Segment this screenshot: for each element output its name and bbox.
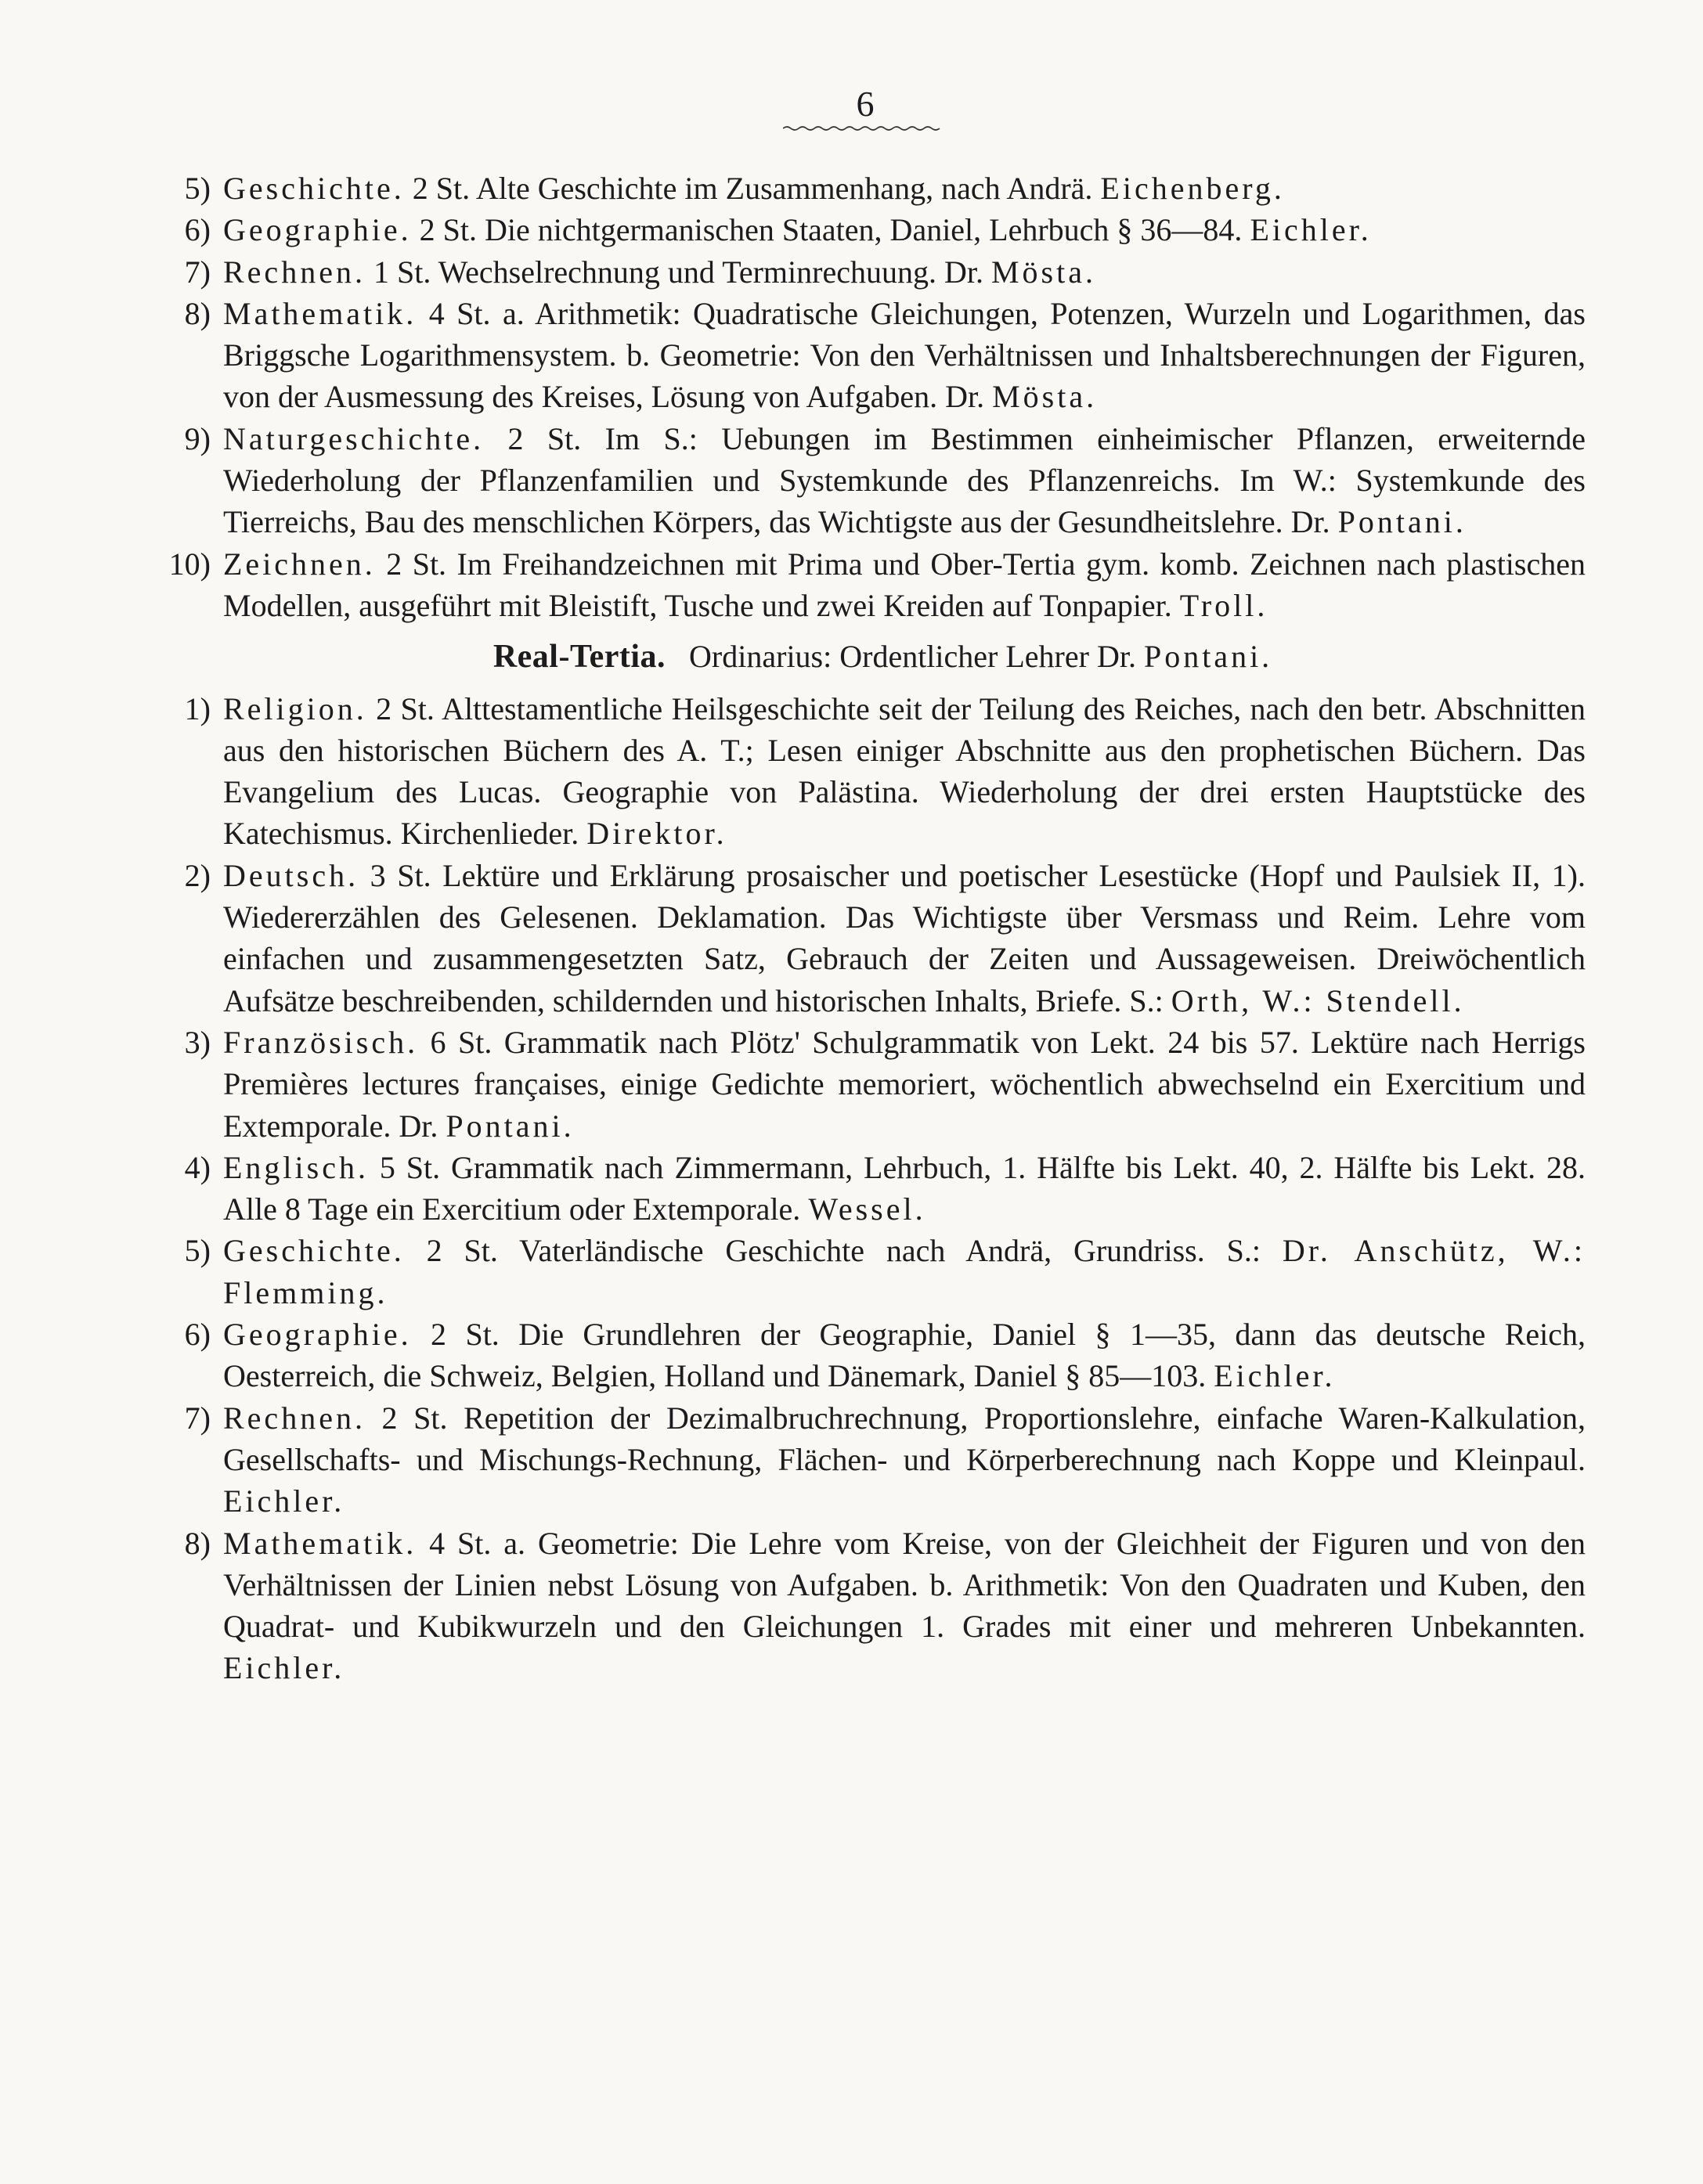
item-number: 3) [184,1024,211,1060]
item-number: 10) [168,546,211,582]
item-teacher: Mösta. [990,254,1096,290]
item-subject: Mathematik. [223,295,417,331]
item-content [223,688,1586,855]
item-teacher: Eichler. [1214,1358,1336,1394]
item-content [223,1397,1586,1523]
section-title: Real-Tertia. [492,639,666,676]
item-number: 8) [184,1525,211,1561]
item-content [223,1147,1586,1231]
item-text: 5 St. Grammatik nach Zimmermann, Lehrbuch, 1. Hälfte bis Lekt. 40, 2. Hälfte bis Lekt. 28. Alle 8 Tage ein Exercitium oder Extemporale. [223,1149,1586,1227]
item-content [223,543,1586,627]
section-ordinarius: Ordinarius: Ordentlicher Lehrer Dr. [689,639,1144,675]
list-item [133,293,1586,418]
item-number: 7) [184,1400,211,1436]
item-text: 2 St. Alttestamentliche Heilsgeschichte seit der Teilung des Reiches, nach den betr. Abschnitten aus den historischen Büchern des A. T.; Lesen einiger Abschnitte aus den prophetischen Büchern. Das Evangelium des Lucas. Geographie von Palästina. Wiederholung der drei ersten Hauptstücke des Katechismus. Kirchenlieder. [223,690,1586,852]
list-item [133,251,1586,293]
item-text: 2 St. Im S.: Uebungen im Bestimmen einheimischer Pflanzen, erweiternde Wiederholung der Pflanzenfamilien und Systemkunde des Pflanzenreichs. Im W.: Systemkunde des Tierreichs, Bau des menschlichen Körpers, das Wichtigste aus der Gesundheitslehre. Dr. [223,420,1586,540]
item-subject: Naturgeschichte. [223,420,485,456]
item-number: 6) [184,212,211,248]
item-teacher: Pontani. [446,1108,575,1144]
item-subject: Rechnen. [223,1400,366,1436]
real-tertia-section [133,688,1586,1689]
section-ordinarius-name: Pontani. [1143,639,1273,675]
item-teacher: Eichler. [223,1650,345,1686]
item-content [223,168,1586,209]
item-subject: Geographie. [223,1317,412,1353]
item-teacher: Pontani. [1337,504,1467,540]
item-subject: Rechnen. [223,254,366,290]
list-item [133,1397,1586,1523]
item-number: 9) [184,420,211,456]
list-item [133,855,1586,1022]
list-item [133,1022,1586,1147]
item-subject: Deutsch. [223,857,359,893]
item-subject: Französisch. [223,1024,419,1060]
list-item [133,688,1586,855]
item-teacher: Mösta. [992,379,1098,415]
item-subject: Geschichte. [223,171,405,206]
item-teacher: Eichler. [1250,212,1372,248]
item-teacher: Direktor. [586,816,727,852]
item-number: 6) [184,1317,211,1353]
item-number: 8) [184,295,211,331]
item-number: 5) [184,1233,211,1269]
item-teacher: Wessel. [808,1191,926,1227]
list-item [133,1314,1586,1397]
item-content [223,1314,1586,1397]
item-subject: Englisch. [223,1149,369,1185]
page-number-ornament [783,125,944,132]
item-text: 2 St. Vaterländische Geschichte nach Andrä, Grundriss. S.: [404,1233,1283,1269]
item-text: 1 St. Wechselrechnung und Terminrechuung. Dr. [365,254,991,290]
list-item [133,1147,1586,1231]
item-content [223,1523,1586,1689]
item-subject: Geschichte. [223,1233,405,1269]
item-subject: Religion. [223,690,367,726]
item-text: 6 St. Grammatik nach Plötz' Schulgrammatik von Lekt. 24 bis 57. Lektüre nach Herrigs Premières lectures françaises, einige Gedichte memoriert, wöchentlich abwechselnd ein Exercitium und Extemporale. Dr. [223,1024,1586,1144]
item-content [223,855,1586,1022]
page-number: 6 [856,84,875,124]
item-number: 2) [184,857,211,893]
item-content [223,293,1586,418]
item-number: 4) [184,1149,211,1185]
item-teacher: Dr. Anschütz, W.: Flemming. [223,1233,1586,1310]
item-content [223,418,1586,543]
item-text: 2 St. Die Grundlehren der Geographie, Daniel § 1—35, dann das deutsche Reich, Oesterreich, die Schweiz, Belgien, Holland und Dänemark, Daniel § 85—103. [223,1317,1586,1394]
body-text [133,168,1586,1689]
item-text: 2 St. Alte Geschichte im Zusammenhang, nach Andrä. [404,171,1101,206]
item-teacher: Eichenberg. [1100,171,1285,206]
list-item [133,418,1586,543]
item-content [223,1022,1586,1147]
item-teacher: Troll. [1179,587,1268,623]
item-subject: Zeichnen. [223,546,376,582]
item-teacher: Eichler. [223,1483,345,1519]
item-number: 5) [184,171,211,206]
list-item [133,209,1586,250]
list-item [133,543,1586,627]
list-item [133,1230,1586,1314]
item-teacher: Orth, W.: Stendell. [1171,982,1465,1018]
upper-section [133,168,1586,626]
item-number: 1) [184,690,211,726]
item-text: 2 St. Die nichtgermanischen Staaten, Daniel, Lehrbuch § 36—84. [411,212,1250,248]
item-text: 2 St. Im Freihandzeichnen mit Prima und Ober-Tertia gym. komb. Zeichnen nach plastischen Modellen, ausgeführt mit Bleistift, Tusche und zwei Kreiden auf Tonpapier. [223,546,1586,623]
item-subject: Geographie. [223,212,412,248]
item-number: 7) [184,254,211,290]
section-heading [133,636,1586,678]
item-content [223,251,1586,293]
list-item [133,1523,1586,1689]
item-content [223,1230,1586,1314]
item-subject: Mathematik. [223,1525,417,1561]
item-text: 4 St. a. Arithmetik: Quadratische Gleichungen, Potenzen, Wurzeln und Logarithmen, das Briggsche Logarithmensystem. b. Geometrie: Von den Verhältnissen und Inhaltsberechnungen der Figuren, von der Ausmessung des Kreises, Lösung von Aufgaben. Dr. [223,295,1586,415]
list-item [133,168,1586,209]
item-text: 2 St. Repetition der Dezimalbruchrechnung, Proportionslehre, einfache Waren-Kalkulation, Gesellschafts- und Mischungs-Rechnung, Flächen- und Körperberechnung nach Koppe und Kleinpaul. [223,1400,1586,1477]
spacer [133,626,1586,634]
item-text: 4 St. a. Geometrie: Die Lehre vom Kreise, von der Gleichheit der Figuren und von den Verhältnissen der Linien nebst Lösung von Aufgaben. b. Arithmetik: Von den Quadraten und Kuben, den Quadrat- und Kubikwurzeln und den Gleichungen 1. Grades mit einer und mehreren Unbekannten. [223,1525,1586,1645]
spacer [133,680,1586,688]
item-content [223,209,1586,250]
item-text: 3 St. Lektüre und Erklärung prosaischer und poetischer Lesestücke (Hopf und Paulsiek II, 1). Wiedererzählen des Gelesenen. Deklamation. Das Wichtigste über Versmass und Reim. Lehre vom einfachen und zusammengesetzten Satz, Gebrauch der Zeiten und Aussageweisen. Dreiwöchentlich Aufsätze beschreibenden, schildernden und historischen Inhalts, Briefe. S.: [223,857,1586,1018]
